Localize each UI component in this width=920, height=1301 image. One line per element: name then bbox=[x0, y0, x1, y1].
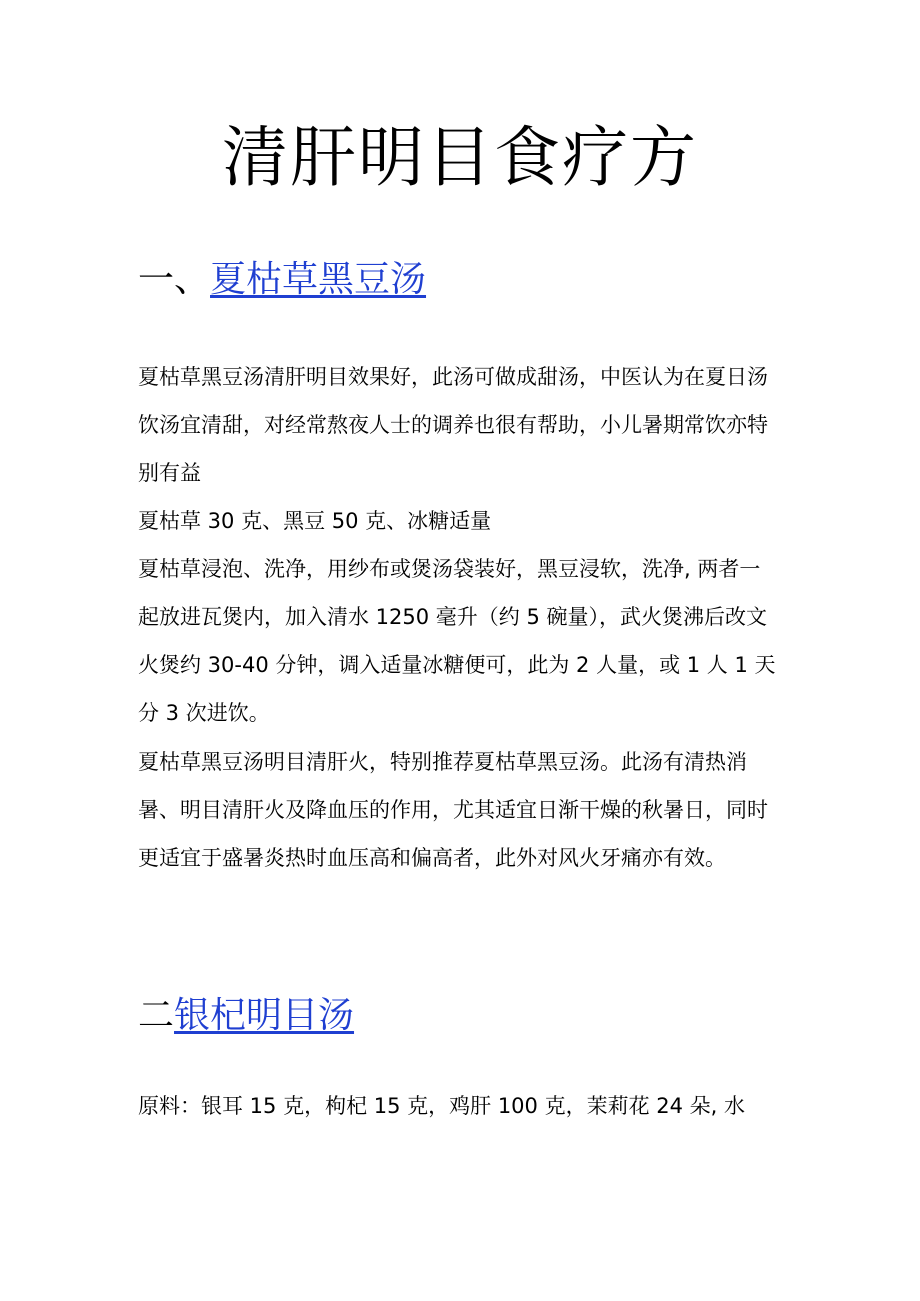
paragraph-method: 夏枯草浸泡、洗净，用纱布或煲汤袋装好，黑豆浸软，洗净, 两者一起放进瓦煲内，加入清水 1250 毫升（约 5 碗量），武火煲沸后改文火煲约 30-40 分钟，调入适量冰糖便可，此为 2 人量，或 1 人 1 天分 3 次进饮。 bbox=[138, 557, 776, 725]
section-heading-2 bbox=[138, 994, 354, 1038]
paragraph-ingredients: 夏枯草 30 克、黑豆 50 克、冰糖适量 bbox=[138, 509, 492, 533]
section-heading-1 bbox=[138, 258, 426, 302]
paragraph-materials: 原料：银耳 15 克，枸杞 15 克，鸡肝 100 克，茉莉花 24 朵, 水 bbox=[138, 1094, 745, 1118]
section-link-2[interactable]: 银杞明目汤 bbox=[174, 995, 355, 1036]
paragraph-benefits: 夏枯草黑豆汤明目清肝火，特别推荐夏枯草黑豆汤。此汤有清热消暑、明目清肝火及降血压的作用，尤其适宜日渐干燥的秋暑日，同时更适宜于盛暑炎热时血压高和偏高者，此外对风火牙痛亦有效。 bbox=[138, 750, 768, 870]
section-number-1: 一、 bbox=[138, 259, 211, 300]
section-number-2: 二 bbox=[138, 995, 175, 1036]
page-title: 清肝明目食疗方 bbox=[222, 119, 698, 196]
paragraph-intro: 夏枯草黑豆汤清肝明目效果好，此汤可做成甜汤，中医认为在夏日汤饮汤宜清甜，对经常熬夜人士的调养也很有帮助，小儿暑期常饮亦特别有益 bbox=[138, 365, 768, 485]
section-link-1[interactable]: 夏枯草黑豆汤 bbox=[210, 259, 427, 300]
